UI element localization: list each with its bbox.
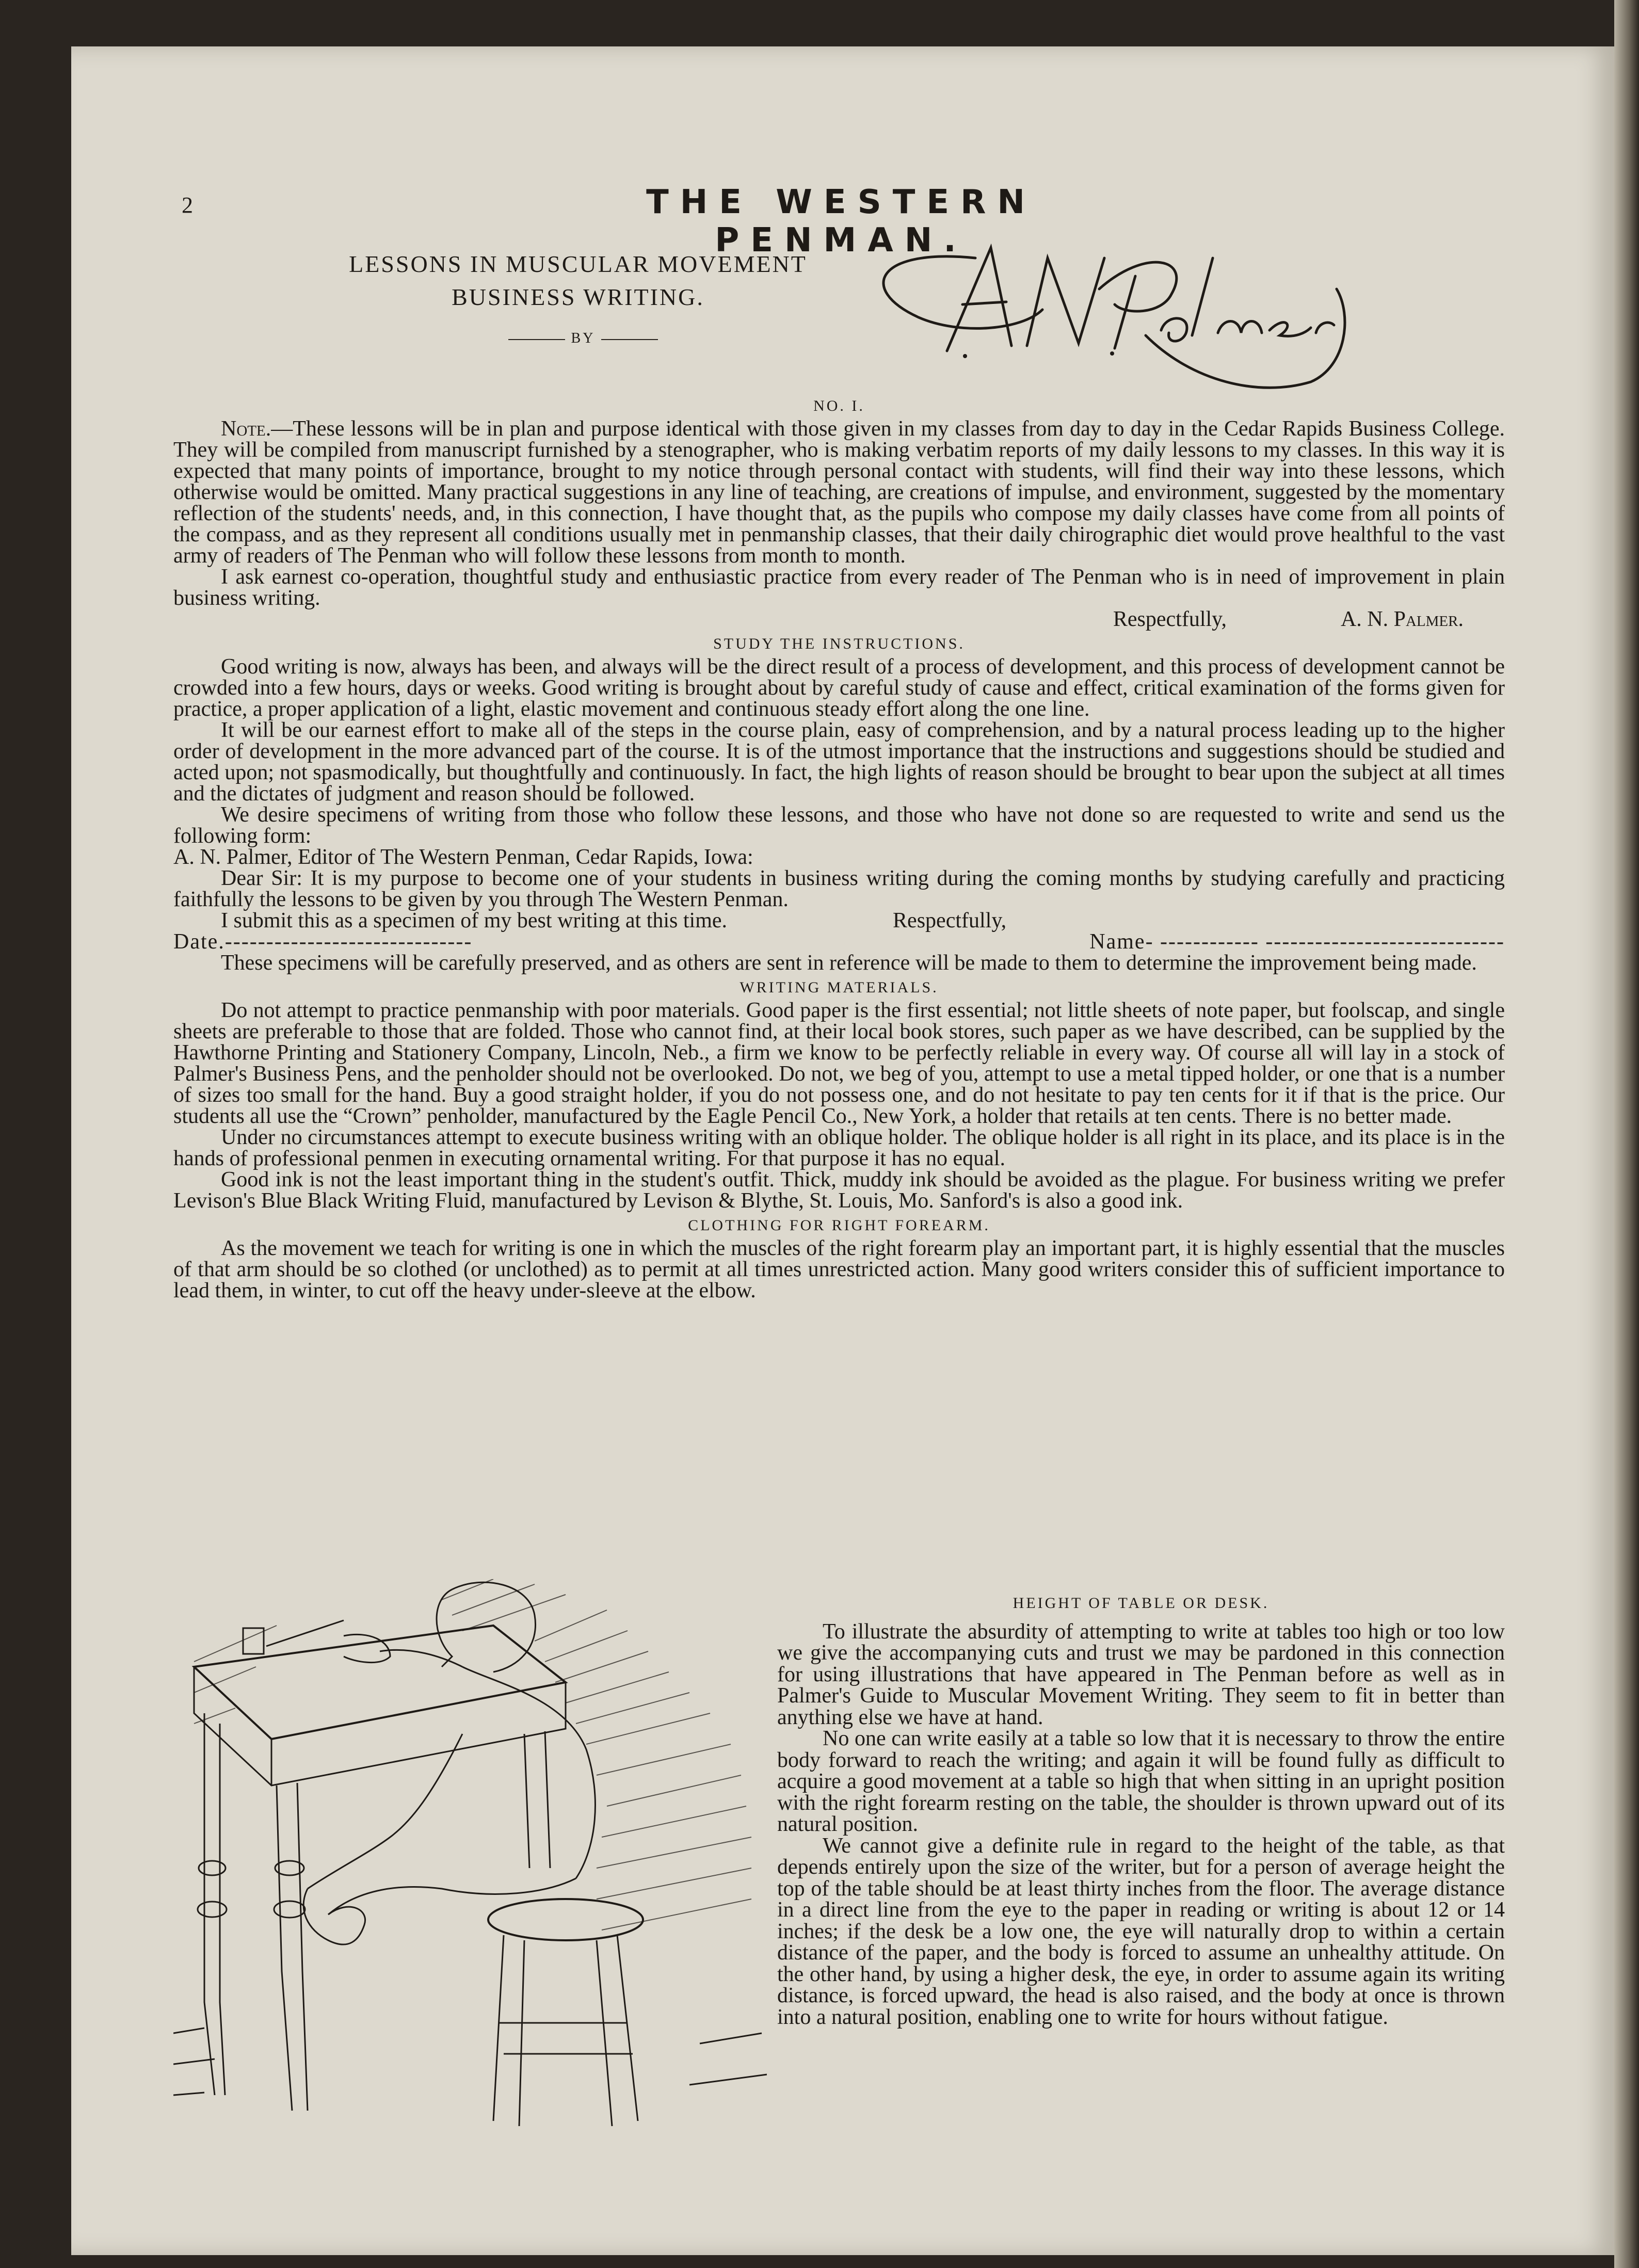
study-paragraph-4: These specimens will be carefully preserved, and as others are sent in reference will be made to them to determine the improvement being made. — [221, 951, 1477, 975]
table-height-paragraph-2: No one can write easily at a table so low that it is necessary to throw the entire body forward to reach the writing; and again it will be found fully as difficult to acquire a good movement at a table so high that when sitting in an upright position with the right forearm resting on the table, the shoulder is thrown upward out of its natural position. — [777, 1727, 1505, 1836]
form-sign-row — [173, 931, 1505, 953]
note-signoff — [173, 609, 1505, 630]
lesson-title-line2: BUSINESS WRITING. — [452, 284, 704, 310]
book-edge — [1614, 0, 1639, 2268]
writer-at-desk-illustration — [173, 1579, 767, 2136]
clothing-paragraph: As the movement we teach for writing is one in which the muscles of the right forearm play an important part, it is highly essential that the muscles of that arm should be so clothed (or unclothed) as to permit at all times unrestricted action. Many good writers consider this of sufficient importance to lead them, in winter, to cut off the heavy under-sleeve at the elbow. — [173, 1236, 1505, 1302]
lesson-title — [304, 248, 851, 314]
cooperation-paragraph: I ask earnest co-operation, thoughtful study and enthusiastic practice from every reader of The Penman who is in need of improvement in plain business writing. — [173, 565, 1505, 610]
form-name: Name- ------------ ----------------------------- — [1089, 930, 1505, 954]
signature-image — [857, 227, 1373, 397]
masthead-title: THE WESTERN PENMAN. — [646, 183, 1036, 260]
study-paragraph-2: It will be our earnest effort to make all of the steps in the course plain, easy of comprehension, and by a natural process leading up to the higher order of development in the more advanced part of the course. It is of the utmost importance that the instructions and suggestions should be studied and acted upon; not spasmodically, but thoughtfully and continuously. In fact, the high lights of reason should be brought to bear upon the subject at all times and the dictates of judgment and reason should be followed. — [173, 718, 1505, 806]
form-address: A. N. Palmer, Editor of The Western Penman, Cedar Rapids, Iowa: — [173, 845, 753, 869]
clothing-heading: CLOTHING FOR RIGHT FOREARM. — [688, 1217, 990, 1234]
study-paragraph-1: Good writing is now, always has been, and always will be the direct result of a process of development, and this process of development cannot be crowded into a few hours, days or weeks. Good writing is brought about by careful study of cause and effect, critical examination of the forms given for practice, a proper application of a light, elastic movement and continuous steady effort along the one line. — [173, 655, 1505, 721]
form-body: Dear Sir: It is my purpose to become one of your students in business writing during the coming months by studying carefully and practicing faithfully the lessons to be given by you through The Western Penman. — [173, 866, 1505, 911]
form-date: Date.------------------------------ — [173, 930, 473, 954]
form-submit: I submit this as a specimen of my best writing at this time. — [221, 909, 728, 932]
article-body — [173, 392, 1505, 1301]
note-lead: Note. — [221, 417, 271, 441]
page-number: 2 — [182, 192, 193, 218]
form-respectfully: Respectfully, — [893, 909, 1007, 932]
materials-heading: WRITING MATERIALS. — [740, 979, 939, 996]
note-paragraph — [173, 419, 1505, 567]
note-respectfully: Respectfully, — [1113, 607, 1227, 631]
materials-paragraph-2: Under no circumstances attempt to execute business writing with an oblique holder. The oblique holder is all right in its place, and its place is in the hands of professional penmen in executing ornamental writing. For that purpose it has no equal. — [173, 1125, 1505, 1170]
byline: BY — [495, 330, 671, 347]
table-height-heading: HEIGHT OF TABLE OR DESK. — [1013, 1595, 1270, 1612]
materials-paragraph-1: Do not attempt to practice penmanship with poor materials. Good paper is the first essential; not little sheets of note paper, but foolscap, and single sheets are preferable to those that are folded. Those who cannot find, at their local book stores, such paper as we have described, can be supplied by the Hawthorne Printing and Stationery Company, Lincoln, Neb., a firm we know to be perfectly reliable in every way. Of course all will lay in a stock of Palmer's Business Pens, and the penholder should not be overlooked. Do not, we beg of you, attempt to use a metal tipped holder, or one that is a number of sizes too small for the hand. Buy a good straight holder, if you do not possess one, and do not hesitate to pay ten cents for it if that is the price. Our students all use the “Crown” penholder, manufactured by the Eagle Pencil Co., New York, a holder that retails at ten cents. There is no better made. — [173, 999, 1505, 1128]
note-text: —These lessons will be in plan and purpose identical with those given in my classes from day to day in the Cedar Rapids Business College. They will be compiled from manuscript furnished by a stenographer, who is making verbatim reports of my daily lessons to my classes. In this way it is expected that many points of importance, brought to my notice through personal contact with students, will find their way into these lessons, which otherwise would be omitted. Many practical suggestions in any line of teaching, are creations of impulse, and environment, suggested by the momentary reflection of the students' needs, and, in this connection, I have thought that, as the pupils who compose my daily classes have come from all points of the compass, and as they represent all conditions usually met in penmanship classes, that their daily chirographic diet would prove healthful to the vast army of readers of The Penman who will follow these lessons from month to month. — [173, 417, 1505, 568]
study-heading: STUDY THE INSTRUCTIONS. — [713, 635, 965, 652]
form-submit-row — [173, 910, 1505, 931]
lesson-number: NO. I. — [813, 397, 865, 414]
lesson-title-line1: LESSONS IN MUSCULAR MOVEMENT — [349, 251, 807, 277]
note-author: A. N. Palmer. — [1340, 607, 1464, 631]
table-height-column — [777, 1589, 1505, 2028]
table-height-paragraph-3: We cannot give a definite rule in regard to the height of the table, as that depends entirely upon the size of the writer, but for a person of average height the top of the table should be at least thirty inches from the floor. The average distance in a direct line from the eye to the paper in reading or writing is about 12 or 14 inches; if the desk be a low one, the eye will naturally drop to within a certain distance of the paper, and the body is forced to assume an unhealthy attitude. On the other hand, by using a higher desk, the eye, in order to assume again its writing distance, is forced upward, the head is also raised, and the body at once is thrown into a natural position, enabling one to write for hours without fatigue. — [777, 1833, 1505, 2029]
study-paragraph-3: We desire specimens of writing from those who follow these lessons, and those who have not done so are requested to write and send us the following form: — [173, 803, 1505, 848]
table-height-paragraph-1: To illustrate the absurdity of attempting to write at tables too high or too low we give the accompanying cuts and trust we may be pardoned in this connection for using illustrations that have appeared in The Penman before as well as in Palmer's Guide to Muscular Movement Writing. They seem to fit in better than anything else we have at hand. — [777, 1619, 1505, 1729]
materials-paragraph-3: Good ink is not the least important thing in the student's outfit. Thick, muddy ink should be avoided as the plague. For business writing we prefer Levison's Blue Black Writing Fluid, manufactured by Levison & Blythe, St. Louis, Mo. Sanford's is also a good ink. — [173, 1168, 1505, 1213]
